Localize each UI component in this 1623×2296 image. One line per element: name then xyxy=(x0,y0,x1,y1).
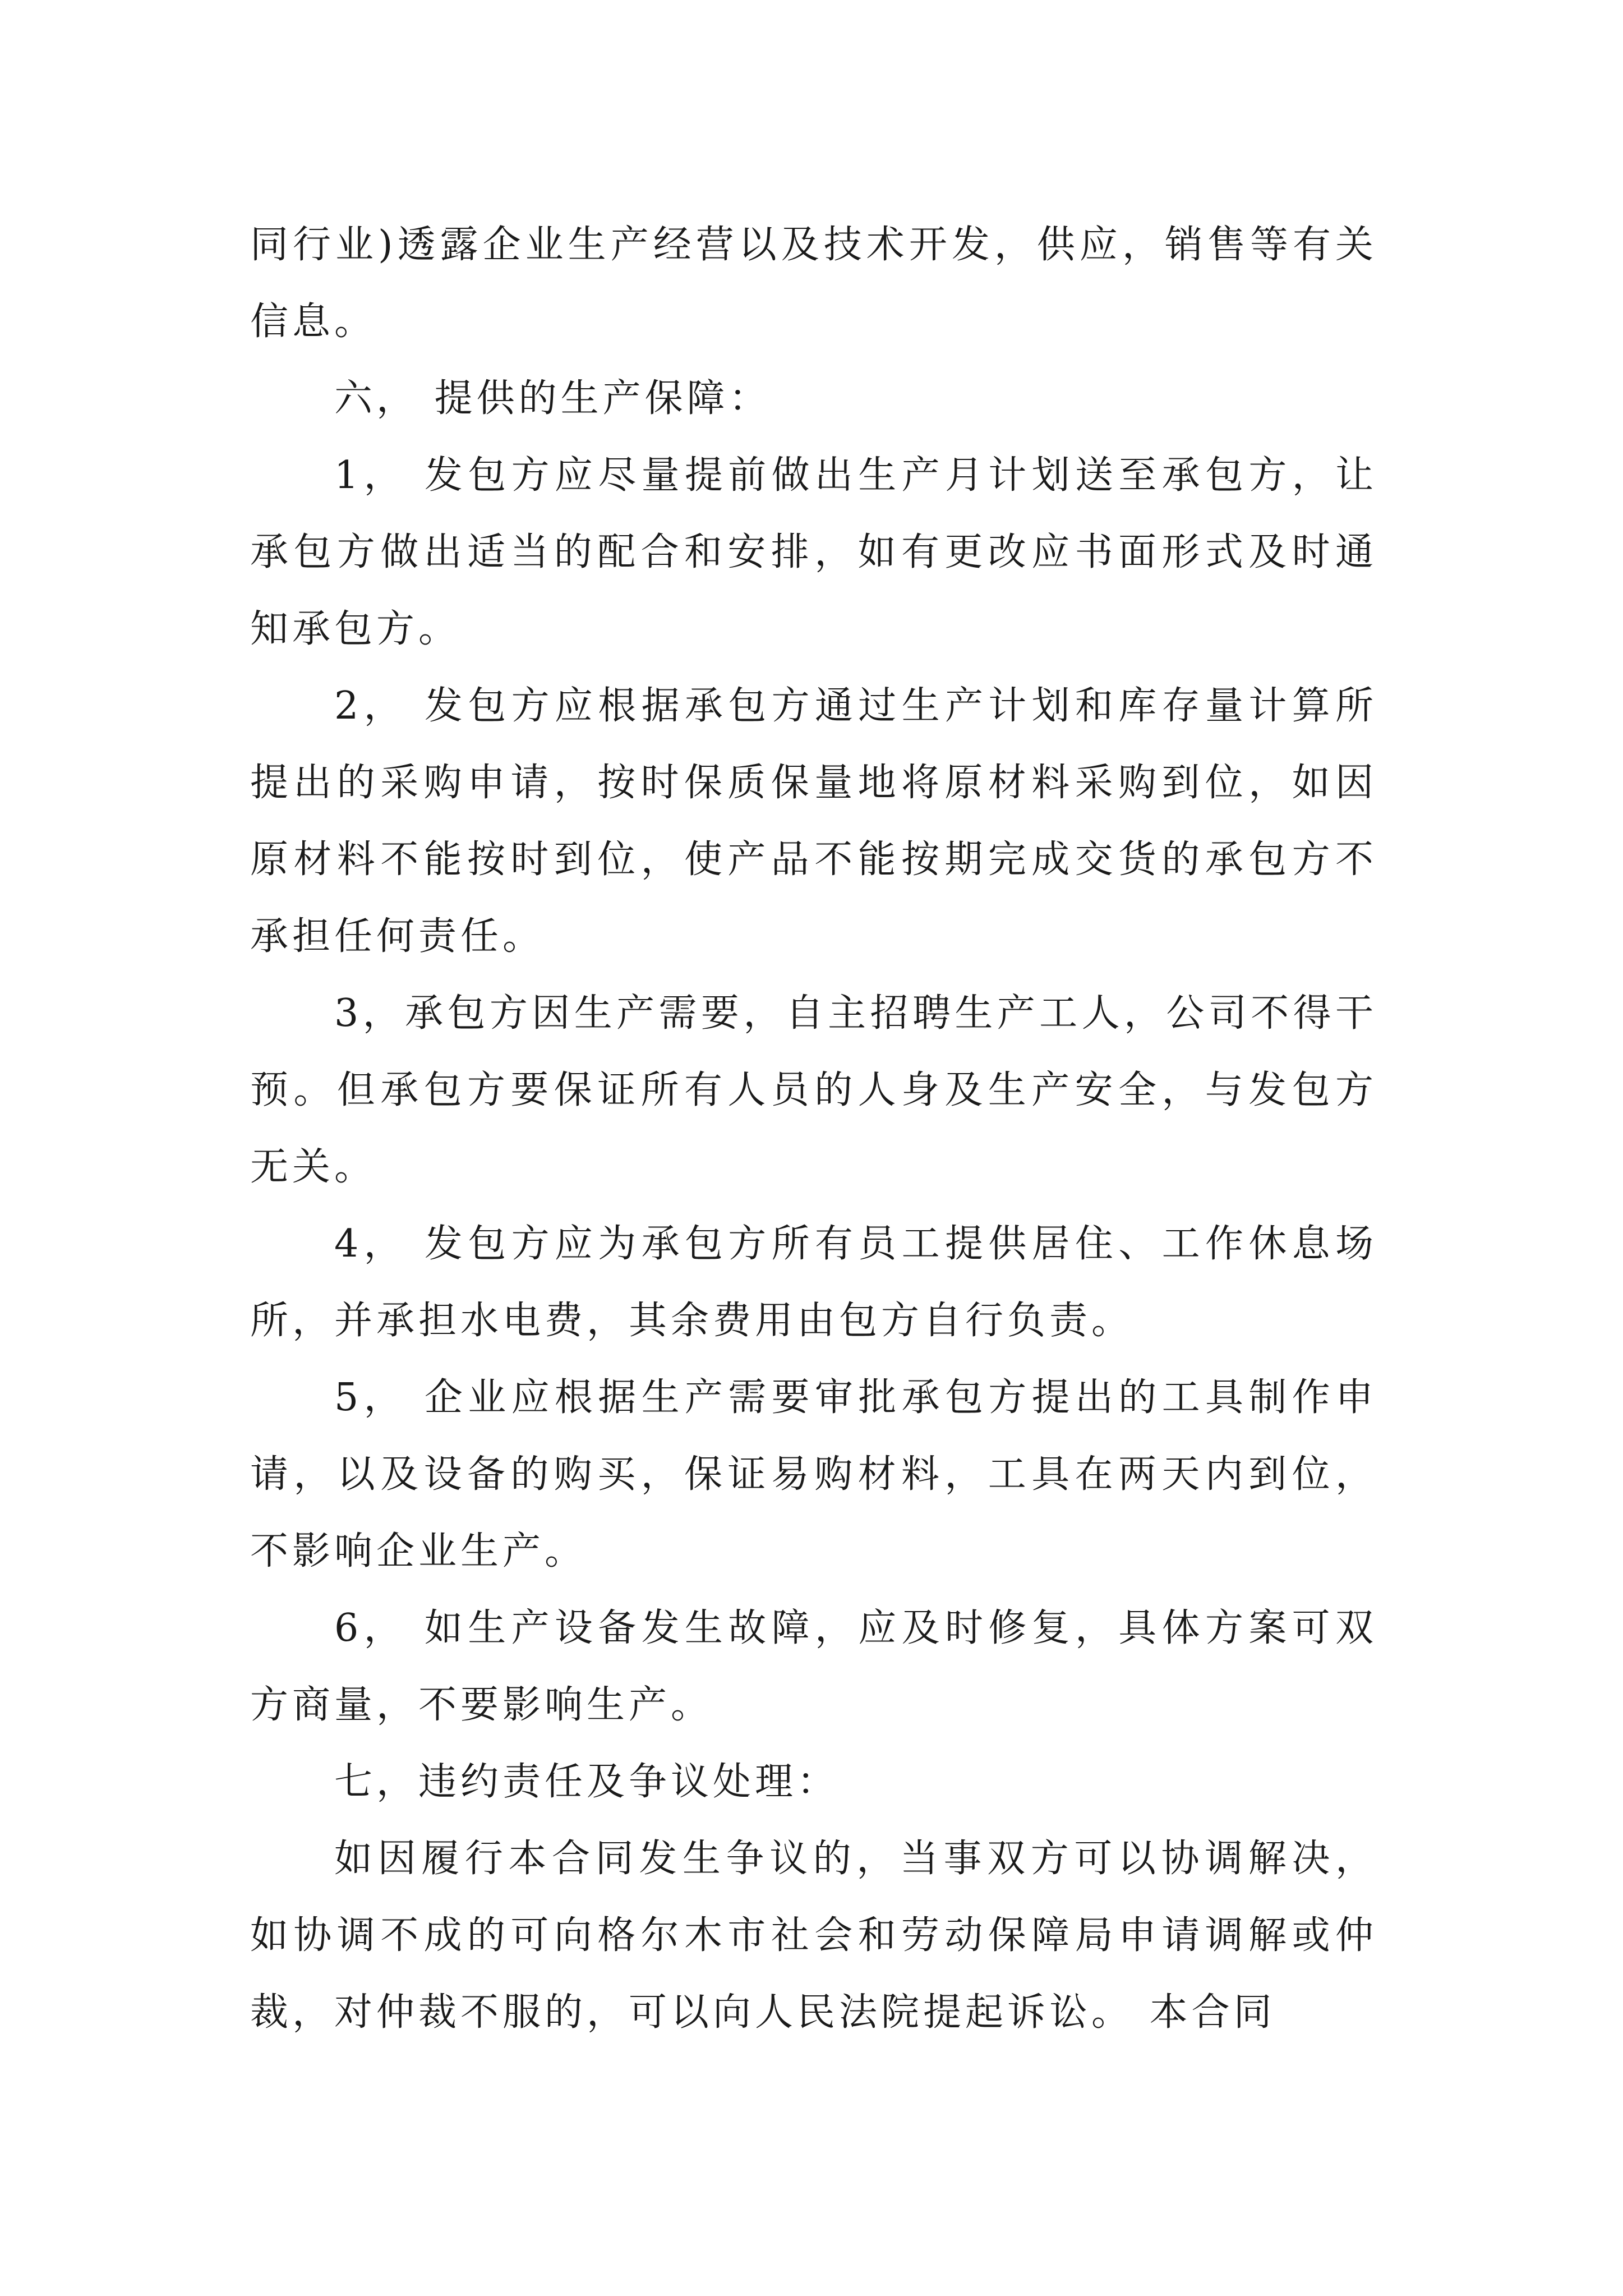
heading-section-7-breach-disputes: 七，违约责任及争议处理： xyxy=(334,1760,840,1804)
paragraph-clause-6-4: 4， 发包方应为承包方所有员工提供居住、工作休息场所，并承担水电费，其余费用由包方自行负责。 xyxy=(250,1222,1377,1343)
paragraph-dispute-resolution: 如因履行本合同发生争议的，当事双方可以协调解决，如协调不成的可向格尔木市社会和劳动保障局申请调解或仲裁，对仲裁不服的，可以向人民法院提起诉讼。 本合同 xyxy=(250,1837,1377,2035)
paragraph-clause-6-3: 3，承包方因生产需要，自主招聘生产工人，公司不得干预。但承包方要保证所有人员的人身及生产安全，与发包方无关。 xyxy=(250,991,1377,1189)
paragraph-clause-6-2: 2， 发包方应根据承包方通过生产计划和库存量计算所提出的采购申请，按时保质保量地将原材料采购到位，如因原材料不能按时到位，使产品不能按期完成交货的承包方不承担任何责任。 xyxy=(250,684,1377,959)
paragraph-clause-6-6: 6， 如生产设备发生故障，应及时修复，具体方案可双方商量，不要影响生产。 xyxy=(250,1606,1377,1727)
paragraph-clause-6-1: 1， 发包方应尽量提前做出生产月计划送至承包方，让承包方做出适当的配合和安排，如有更改应书面形式及时通知承包方。 xyxy=(250,453,1377,651)
document-body xyxy=(250,206,1377,2051)
paragraph-clause-6-5: 5， 企业应根据生产需要审批承包方提出的工具制作申请，以及设备的购买，保证易购材料，工具在两天内到位，不影响企业生产。 xyxy=(250,1375,1377,1573)
heading-section-6-production-guarantee: 六， 提供的生产保障： xyxy=(334,376,771,421)
paragraph-confidentiality-tail: 同行业)透露企业生产经营以及技术开发，供应，销售等有关信息。 xyxy=(250,223,1378,344)
